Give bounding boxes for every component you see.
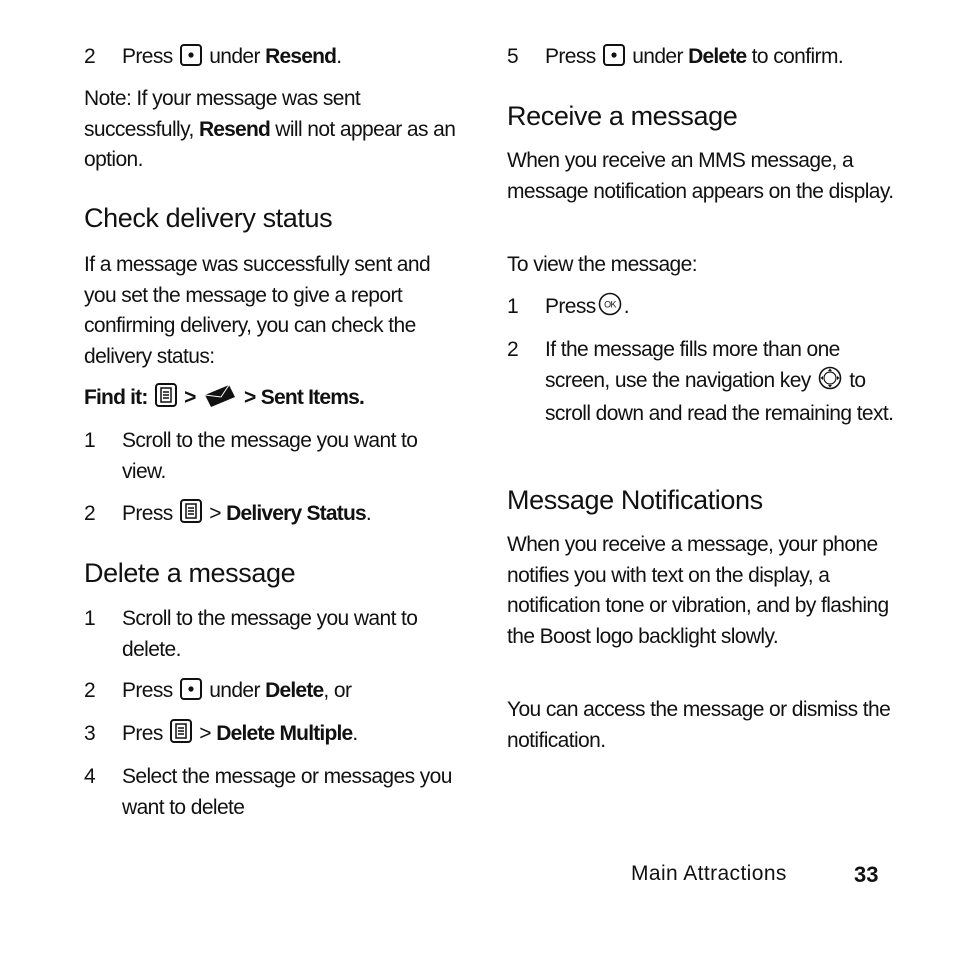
notifications-heading: Message Notifications [507,485,763,515]
note-text: will not appear as an option. [84,117,456,171]
delete-message-heading: Delete a message [84,558,296,588]
step-number: 1 [84,429,96,452]
menu-key-icon [170,719,192,753]
step-text: Press [122,45,173,68]
step-number: 1 [84,607,96,630]
message-icon [203,383,237,417]
receive-body: When you receive an MMS message, a message notification appears on the display. [507,149,894,203]
delete-label: Delete [688,45,747,68]
page-number: 33 [854,862,879,887]
step-number: 5 [507,45,519,68]
softkey-icon [603,44,625,76]
receive-step-2 [507,335,897,430]
step-number: 2 [84,679,96,702]
softkey-icon [180,44,202,76]
separator: > [199,722,211,745]
note [84,84,464,176]
find-it-path [84,383,464,417]
step-text: under [209,679,260,702]
step-text: If the message fills more than one screen, use the navigation key [545,338,840,392]
softkey-icon [180,678,202,710]
step-text: , or [323,679,352,702]
check-step-2 [84,499,464,533]
menu-key-icon [155,383,177,417]
punct: . [623,295,629,318]
section-title: Main Attractions [631,862,787,885]
receive-intro: To view the message: [507,253,697,276]
menu-key-icon [180,499,202,533]
resend-label: Resend [265,45,337,68]
step-text: Scroll to the message you want to view. [122,429,418,483]
delivery-status-label: Delivery Status [226,502,366,525]
step-text: Press [545,45,596,68]
check-delivery-heading: Check delivery status [84,203,333,233]
step-number: 1 [507,295,519,318]
delete-step-4 [84,762,464,823]
svg-text:OK: OK [603,299,616,310]
step-text: Select the message or messages you want to delete [122,765,452,819]
separator: > [184,386,196,409]
step-text: Press [122,679,173,702]
step-number: 2 [84,45,96,68]
step-text: under [209,45,260,68]
step-number: 3 [84,722,96,745]
step-resend [84,42,464,76]
page-footer [0,862,954,892]
delete-step-2 [84,676,464,710]
notifications-body-2: You can access the message or dismiss the notification. [507,698,891,752]
step-text: Pres [122,722,163,745]
delete-step-1 [84,604,464,665]
note-text: Note: If your message was sent successfully, [84,87,361,141]
punct: . [352,722,358,745]
ok-key-icon [598,292,622,326]
receive-step-1 [507,292,897,326]
step-text: to scroll down and read the remaining text. [545,368,894,425]
punct: . [365,502,372,525]
separator: > [244,386,256,409]
step-text: to confirm. [751,45,844,68]
receive-heading: Receive a message [507,101,738,131]
delete-step-3 [84,719,464,753]
step-text: Press [122,502,173,525]
delete-label: Delete [265,679,324,702]
sent-items-label: Sent Items. [260,386,364,409]
step-text: Scroll to the message you want to delete. [122,607,418,661]
check-delivery-body: If a message was successfully sent and you set the message to give a report confirming delivery, you can check the delivery status: [84,253,431,368]
separator: > [209,502,221,525]
step-confirm [507,42,897,76]
notifications-body-1: When you receive a message, your phone notifies you with text on the display, a notification tone or vibration, and by flashing the Boost logo backlight slowly. [507,533,889,648]
step-number: 4 [84,765,96,788]
punct: . [336,45,342,68]
resend-label: Resend [198,117,270,141]
step-number: 2 [84,502,96,525]
find-it-label: Find it: [84,386,148,409]
step-text: under [632,45,683,68]
delete-multiple-label: Delete Multiple [216,722,353,745]
step-number: 2 [507,338,519,361]
check-step-1 [84,426,464,487]
step-text: Press [545,295,596,318]
navigation-key-icon [818,366,842,400]
